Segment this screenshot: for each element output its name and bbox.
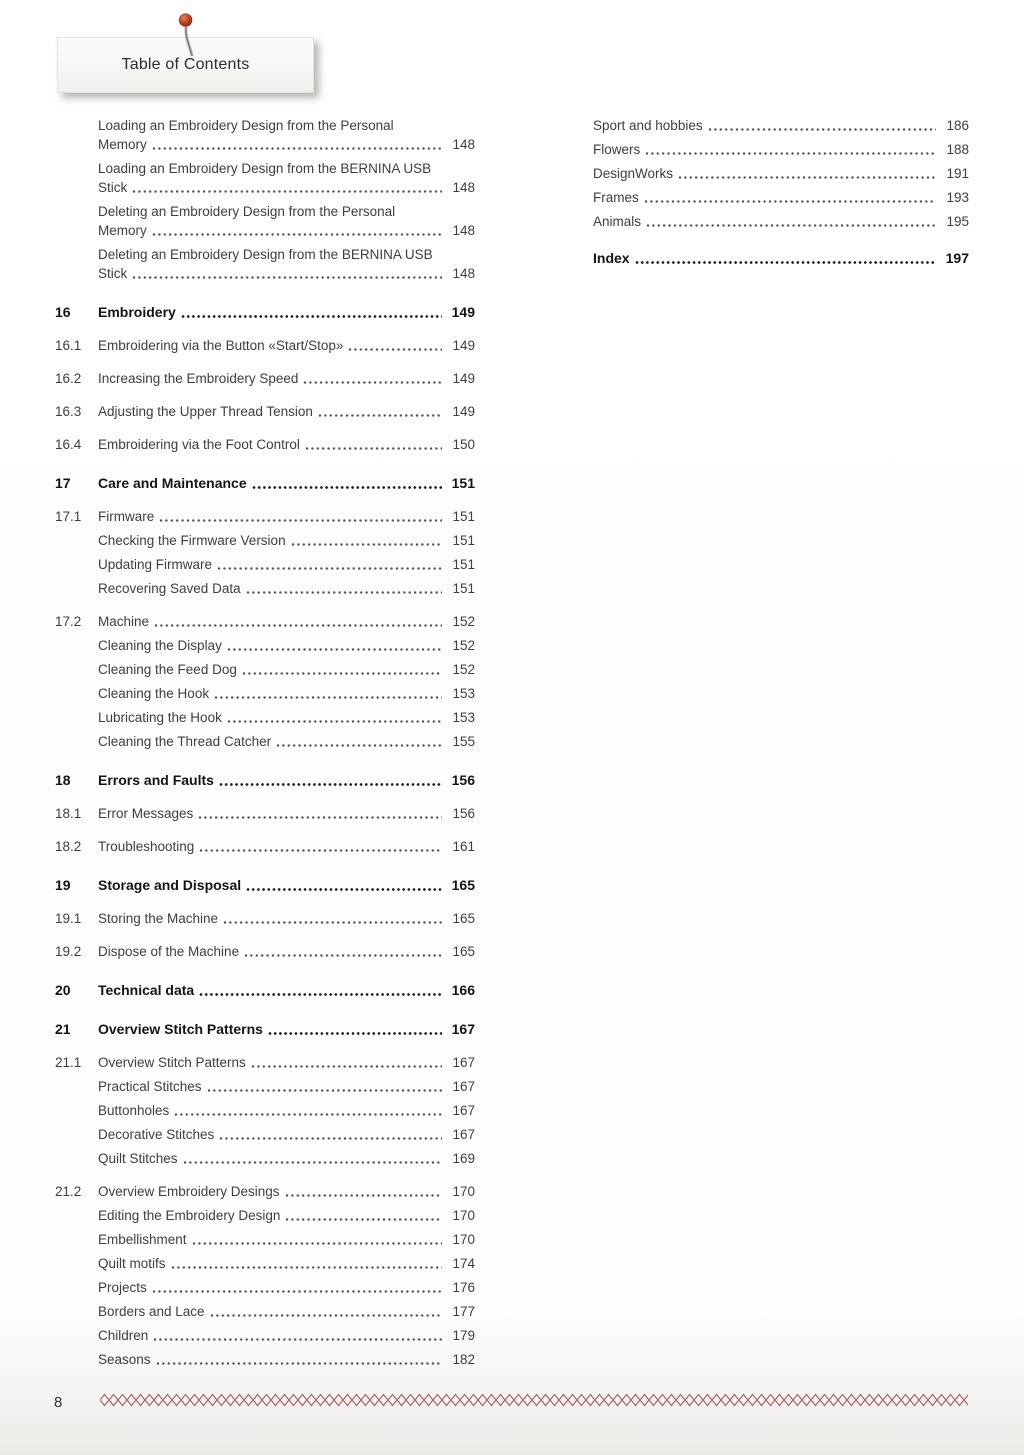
pushpin-icon <box>168 8 212 72</box>
toc-entry <box>593 212 969 231</box>
toc-entry-page: 197 <box>945 250 969 266</box>
toc-entry-title: Flowers <box>593 142 641 157</box>
toc-entry <box>55 435 475 454</box>
toc-entry-page: 165 <box>452 944 475 959</box>
toc-entry-page: 186 <box>946 118 969 133</box>
toc-entry-page: 195 <box>946 214 969 229</box>
dot-leader <box>210 1312 442 1318</box>
toc-entry <box>55 369 475 388</box>
toc-entry <box>55 684 475 703</box>
toc-entry-page: 148 <box>452 223 475 238</box>
toc-entry-title: Embroidering via the Button «Start/Stop» <box>98 338 344 353</box>
toc-entry <box>593 116 969 135</box>
dot-leader <box>219 781 442 787</box>
dot-leader <box>635 259 936 265</box>
dot-leader <box>348 346 442 352</box>
toc-entry <box>55 1101 475 1120</box>
dot-leader <box>132 274 442 280</box>
toc-entry-page: 148 <box>452 137 475 152</box>
toc-entry <box>55 771 475 790</box>
toc-entry <box>55 1230 475 1249</box>
toc-entry-page: 150 <box>452 437 475 452</box>
dot-leader <box>199 991 442 997</box>
toc-entry-page: 152 <box>452 638 475 653</box>
dot-leader <box>152 145 442 151</box>
toc-entry-number: 21.1 <box>55 1055 82 1070</box>
toc-entry <box>55 579 475 598</box>
toc-entry-number <box>55 1077 98 1096</box>
toc-entry-number <box>55 1326 98 1345</box>
dot-leader <box>223 919 442 925</box>
toc-entry-page: 149 <box>451 304 475 320</box>
toc-entry-number <box>55 636 98 655</box>
toc-entry-number <box>55 1125 98 1144</box>
toc-entry-title: Index <box>593 250 630 266</box>
toc-entry-number <box>55 708 98 727</box>
toc-entry-number <box>55 579 98 598</box>
toc-entry <box>55 1326 475 1345</box>
dot-leader <box>181 313 442 319</box>
toc-entry-number <box>55 1206 98 1225</box>
toc-entry-title: Checking the Firmware Version <box>98 533 286 548</box>
toc-entry-title: Increasing the Embroidery Speed <box>98 371 299 386</box>
dot-leader <box>251 1063 442 1069</box>
toc-entry-title: Embroidery <box>98 304 176 320</box>
toc-entry-page: 151 <box>452 509 475 524</box>
toc-entry-page: 170 <box>452 1208 475 1223</box>
toc-entry-number <box>55 555 98 574</box>
toc-entry <box>55 1020 475 1039</box>
toc-entry-page: 149 <box>452 404 475 419</box>
toc-entry-title: Stick <box>98 266 128 281</box>
toc-entry-title: Borders and Lace <box>98 1304 205 1319</box>
toc-entry-title: Troubleshooting <box>98 839 195 854</box>
dot-leader <box>645 150 936 156</box>
toc-entry-title: Lubricating the Hook <box>98 710 222 725</box>
toc-entry-title: Recovering Saved Data <box>98 581 241 596</box>
dot-leader <box>214 694 442 700</box>
toc-entry-number: 17.2 <box>55 614 82 629</box>
toc-entry-title-wrap: Loading an Embroidery Design from the Personal <box>98 118 394 133</box>
toc-entry <box>55 876 475 895</box>
toc-entry-number: 21.2 <box>55 1184 82 1199</box>
toc-entry-title: Error Messages <box>98 806 194 821</box>
dot-leader <box>152 1288 442 1294</box>
toc-entry <box>55 1182 475 1201</box>
toc-entry-number: 16.3 <box>55 404 82 419</box>
toc-entry-page: 170 <box>452 1184 475 1199</box>
dot-leader <box>246 589 442 595</box>
toc-entry-title: Buttonholes <box>98 1103 170 1118</box>
dot-leader <box>268 1030 442 1036</box>
toc-entry-title: Memory <box>98 137 147 152</box>
cross-stitch-diamond-border-icon <box>100 1393 968 1407</box>
toc-entry <box>55 402 475 421</box>
toc-entry-page: 174 <box>452 1256 475 1271</box>
dot-leader <box>227 718 442 724</box>
toc-entry-number <box>55 732 98 751</box>
toc-entry-title: Embroidering via the Foot Control <box>98 437 300 452</box>
toc-entry-page: 193 <box>946 190 969 205</box>
dot-leader <box>305 445 442 451</box>
toc-entry-title-wrap: Deleting an Embroidery Design from the BERNINA USB <box>98 247 433 262</box>
dot-leader <box>156 1360 442 1366</box>
toc-entry-title: Animals <box>593 214 642 229</box>
toc-entry-page: 169 <box>452 1151 475 1166</box>
toc-entry-title: Overview Stitch Patterns <box>98 1055 246 1070</box>
dot-leader <box>217 565 442 571</box>
toc-entry-number <box>55 1302 98 1321</box>
toc-entry-title: Storing the Machine <box>98 911 219 926</box>
toc-entry <box>55 732 475 751</box>
toc-entry-page: 165 <box>452 911 475 926</box>
dot-leader <box>152 231 442 237</box>
toc-entry-title: Machine <box>98 614 150 629</box>
toc-entry-title-wrap: Loading an Embroidery Design from the BERNINA USB <box>98 161 432 176</box>
dot-leader <box>244 952 442 958</box>
toc-entry-page: 167 <box>451 1021 475 1037</box>
toc-entry <box>55 1125 475 1144</box>
toc-entry-number: 19.2 <box>55 944 82 959</box>
toc-entry <box>55 909 475 928</box>
toc-entry <box>593 249 969 268</box>
toc-entry-title: Children <box>98 1328 149 1343</box>
toc-entry-title: Firmware <box>98 509 155 524</box>
dot-leader <box>285 1192 442 1198</box>
toc-entry-title: Sport and hobbies <box>593 118 703 133</box>
toc-entry-number: 18 <box>55 772 71 788</box>
toc-entry-number <box>55 1350 98 1369</box>
toc-entry-page: 179 <box>452 1328 475 1343</box>
dot-leader <box>154 622 442 628</box>
toc-entry <box>55 1149 475 1168</box>
toc-entry-number: 20 <box>55 982 71 998</box>
dot-leader <box>183 1159 442 1165</box>
toc-entry-title: Updating Firmware <box>98 557 213 572</box>
toc-entry <box>55 636 475 655</box>
dot-leader <box>646 222 936 228</box>
dot-leader <box>708 126 936 132</box>
toc-entry <box>55 116 475 154</box>
dot-leader <box>291 541 442 547</box>
toc-entry-number: 16 <box>55 304 71 320</box>
toc-entry <box>55 1278 475 1297</box>
dot-leader <box>303 379 442 385</box>
toc-entry-title: Technical data <box>98 982 195 998</box>
toc-entry <box>55 837 475 856</box>
toc-entry <box>55 1302 475 1321</box>
toc-entry-page: 167 <box>452 1055 475 1070</box>
dot-leader <box>246 886 442 892</box>
toc-entry-number: 18.1 <box>55 806 82 821</box>
toc-entry-page: 151 <box>452 581 475 596</box>
toc-entry-title: Cleaning the Thread Catcher <box>98 734 272 749</box>
toc-entry <box>55 981 475 1000</box>
dot-leader <box>318 412 442 418</box>
page-title: Table of Contents <box>121 56 250 73</box>
dot-leader <box>199 847 442 853</box>
toc-entry-page: 167 <box>452 1103 475 1118</box>
toc-entry <box>593 164 969 183</box>
toc-entry <box>55 1206 475 1225</box>
toc-entry-page: 153 <box>452 686 475 701</box>
dot-leader <box>242 670 442 676</box>
dot-leader <box>192 1240 442 1246</box>
toc-entry-number <box>55 1149 98 1168</box>
toc-entry <box>55 555 475 574</box>
toc-entry-title: Quilt Stitches <box>98 1151 178 1166</box>
dot-leader <box>678 174 936 180</box>
toc-entry-title: Overview Stitch Patterns <box>98 1021 263 1037</box>
toc-entry-title: Overview Embroidery Desings <box>98 1184 280 1199</box>
toc-entry-title: Quilt motifs <box>98 1256 166 1271</box>
dot-leader <box>285 1216 442 1222</box>
page-number: 8 <box>54 1394 63 1411</box>
toc-entry-page: 161 <box>452 839 475 854</box>
toc-entry-number <box>55 531 98 550</box>
toc-entry-number: 21 <box>55 1021 71 1037</box>
toc-entry-page: 156 <box>452 806 475 821</box>
toc-entry-title: Cleaning the Hook <box>98 686 210 701</box>
toc-entry-title: Cleaning the Feed Dog <box>98 662 237 677</box>
toc-entry <box>55 804 475 823</box>
toc-entry-page: 182 <box>452 1352 475 1367</box>
toc-entry-number: 17 <box>55 475 71 491</box>
toc-entry <box>55 507 475 526</box>
toc-entry-page: 166 <box>451 982 475 998</box>
toc-entry-page: 155 <box>452 734 475 749</box>
toc-entry-page: 151 <box>452 557 475 572</box>
dot-leader <box>198 814 442 820</box>
toc-entry-page: 167 <box>452 1127 475 1142</box>
toc-entry-page: 156 <box>451 772 475 788</box>
dot-leader <box>174 1111 442 1117</box>
toc-entry <box>55 660 475 679</box>
toc-entry <box>593 188 969 207</box>
toc-entry-number: 16.2 <box>55 371 82 386</box>
toc-entry <box>55 202 475 240</box>
toc-entry <box>55 245 475 283</box>
dot-leader <box>252 484 442 490</box>
toc-entry-number <box>55 245 98 283</box>
toc-entry-page: 165 <box>451 877 475 893</box>
toc-entry-title: Embellishment <box>98 1232 187 1247</box>
toc-entry-title: Editing the Embroidery Design <box>98 1208 281 1223</box>
toc-entry-title: Stick <box>98 180 128 195</box>
toc-entry <box>55 1053 475 1072</box>
toc-entry-page: 151 <box>452 533 475 548</box>
toc-entry <box>55 159 475 197</box>
toc-entry-title: Projects <box>98 1280 147 1295</box>
toc-entry-title: DesignWorks <box>593 166 674 181</box>
toc-entry-title: Care and Maintenance <box>98 475 247 491</box>
toc-entry-page: 167 <box>452 1079 475 1094</box>
toc-entry <box>55 1254 475 1273</box>
toc-entry-number: 19 <box>55 877 71 893</box>
toc-entry-number <box>55 1278 98 1297</box>
toc-entry-page: 148 <box>452 180 475 195</box>
toc-entry-number <box>55 684 98 703</box>
toc-entry-page: 177 <box>452 1304 475 1319</box>
toc-column-left <box>55 116 475 1369</box>
toc-entry <box>55 708 475 727</box>
toc-entry-number <box>55 1254 98 1273</box>
toc-entry <box>55 612 475 631</box>
dot-leader <box>227 646 442 652</box>
toc-entry-page: 149 <box>452 371 475 386</box>
toc-entry-title: Frames <box>593 190 639 205</box>
toc-entry-number: 16.4 <box>55 437 82 452</box>
toc-entry-page: 188 <box>946 142 969 157</box>
dot-leader <box>153 1336 442 1342</box>
toc-entry-number <box>55 1230 98 1249</box>
toc-entry-number: 18.2 <box>55 839 82 854</box>
toc-entry-number: 17.1 <box>55 509 82 524</box>
toc-entry <box>55 942 475 961</box>
dot-leader <box>276 742 442 748</box>
dot-leader <box>159 517 442 523</box>
toc-entry-title: Memory <box>98 223 147 238</box>
toc-entry-number: 19.1 <box>55 911 82 926</box>
toc-entry-page: 153 <box>452 710 475 725</box>
dot-leader <box>132 188 442 194</box>
toc-entry <box>55 1077 475 1096</box>
dot-leader <box>644 198 936 204</box>
toc-entry-title: Cleaning the Display <box>98 638 222 653</box>
toc-entry-page: 176 <box>452 1280 475 1295</box>
toc-entry-title: Errors and Faults <box>98 772 214 788</box>
toc-entry-title: Seasons <box>98 1352 151 1367</box>
toc-entry <box>55 336 475 355</box>
dot-leader <box>219 1135 442 1141</box>
toc-entry <box>593 140 969 159</box>
toc-entry-title: Practical Stitches <box>98 1079 202 1094</box>
toc-entry-title: Dispose of the Machine <box>98 944 240 959</box>
toc-entry-page: 191 <box>946 166 969 181</box>
toc-entry-title: Adjusting the Upper Thread Tension <box>98 404 313 419</box>
toc-entry-title: Storage and Disposal <box>98 877 242 893</box>
toc-entry-number <box>55 159 98 197</box>
toc-entry-page: 149 <box>452 338 475 353</box>
toc-entry <box>55 303 475 322</box>
toc-entry-title: Decorative Stitches <box>98 1127 215 1142</box>
toc-entry-number: 16.1 <box>55 338 82 353</box>
toc-entry-page: 148 <box>452 266 475 281</box>
toc-entry-number <box>55 1101 98 1120</box>
toc-entry <box>55 474 475 493</box>
toc-entry-page: 170 <box>452 1232 475 1247</box>
toc-entry-number <box>55 116 98 154</box>
toc-entry-number <box>55 202 98 240</box>
dot-leader <box>171 1264 442 1270</box>
toc-entry-page: 152 <box>452 662 475 677</box>
toc-entry-page: 152 <box>452 614 475 629</box>
toc-entry-number <box>55 660 98 679</box>
toc-entry-page: 151 <box>451 475 475 491</box>
toc-columns <box>55 116 969 1369</box>
toc-entry <box>55 1350 475 1369</box>
toc-entry <box>55 531 475 550</box>
dot-leader <box>207 1087 442 1093</box>
toc-entry-title-wrap: Deleting an Embroidery Design from the Personal <box>98 204 396 219</box>
toc-column-right <box>593 116 969 1369</box>
